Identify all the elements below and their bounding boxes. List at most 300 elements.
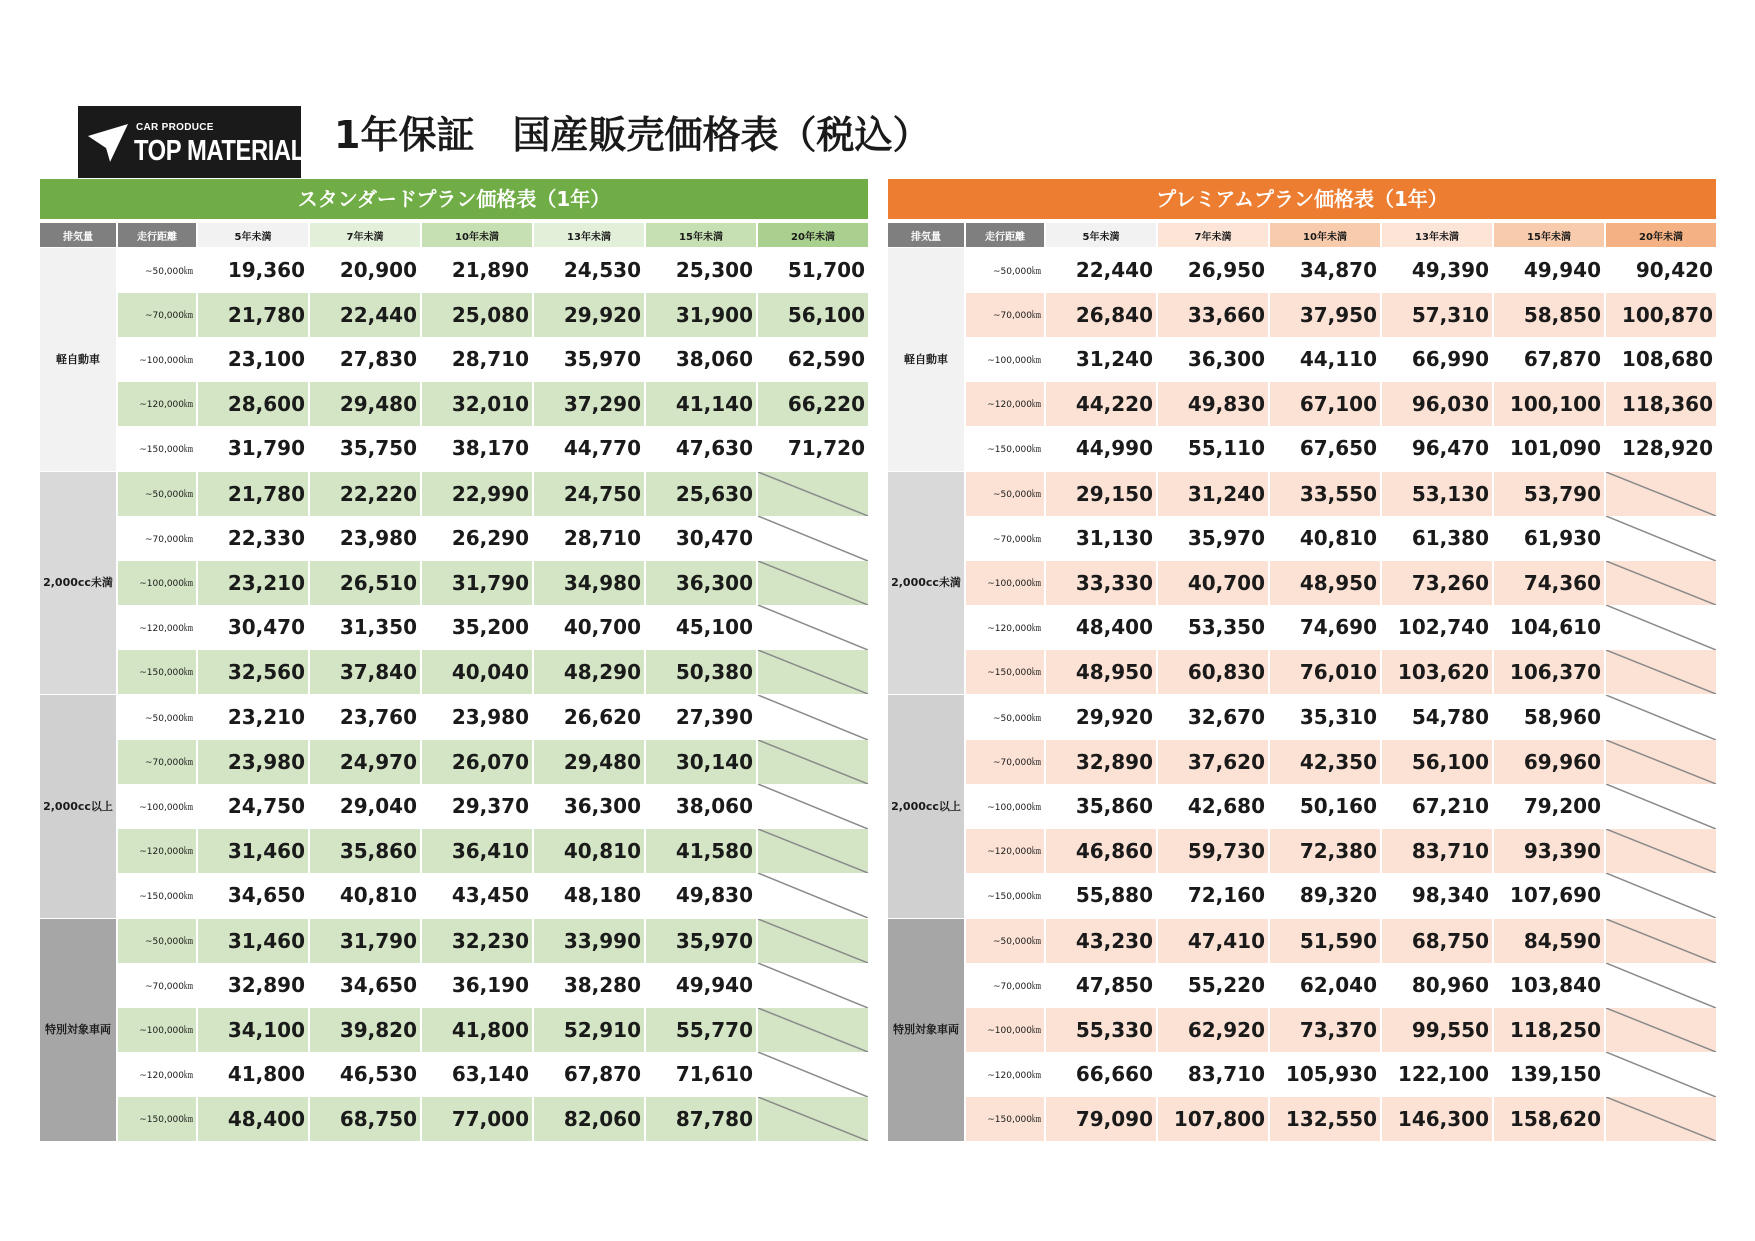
mileage-cell: ~120,000㎞	[118, 1052, 196, 1097]
price-cell: 158,620	[1494, 1097, 1604, 1142]
price-cell: 101,090	[1494, 426, 1604, 471]
price-cell: 34,650	[198, 873, 308, 918]
mileage-cell: ~70,000㎞	[966, 516, 1044, 561]
not-applicable-cell	[758, 963, 868, 1008]
price-cell: 47,850	[1046, 963, 1156, 1008]
table-row	[966, 1097, 1716, 1142]
price-cell: 31,460	[198, 919, 308, 964]
logo-tagline: CAR PRODUCE	[136, 122, 214, 133]
price-cell: 32,890	[198, 963, 308, 1008]
mileage-cell: ~150,000㎞	[966, 426, 1044, 471]
price-cell: 29,920	[1046, 695, 1156, 740]
column-header: 5年未満	[198, 223, 308, 247]
price-cell: 103,840	[1494, 963, 1604, 1008]
mileage-cell: ~150,000㎞	[966, 1097, 1044, 1142]
price-cell: 34,870	[1270, 248, 1380, 293]
mileage-cell: ~70,000㎞	[966, 740, 1044, 785]
mileage-cell: ~120,000㎞	[118, 382, 196, 427]
price-cell: 23,980	[310, 516, 420, 561]
price-cell: 42,680	[1158, 784, 1268, 829]
category-label-line: 特別対象	[45, 1023, 89, 1037]
mileage-cell: ~100,000㎞	[118, 784, 196, 829]
mileage-cell: ~150,000㎞	[966, 650, 1044, 695]
table-row	[966, 561, 1716, 606]
price-cell: 62,040	[1270, 963, 1380, 1008]
price-cell: 33,330	[1046, 561, 1156, 606]
price-cell: 103,620	[1382, 650, 1492, 695]
mileage-cell: ~150,000㎞	[118, 873, 196, 918]
price-cell: 122,100	[1382, 1052, 1492, 1097]
price-cell: 24,530	[534, 248, 644, 293]
mileage-cell: ~100,000㎞	[118, 337, 196, 382]
category-group	[40, 919, 868, 1142]
price-cell: 35,310	[1270, 695, 1380, 740]
price-cell: 57,310	[1382, 293, 1492, 338]
price-cell: 20,900	[310, 248, 420, 293]
price-cell: 51,590	[1270, 919, 1380, 964]
table-row	[966, 695, 1716, 740]
table-row	[966, 873, 1716, 918]
price-cell: 56,100	[758, 293, 868, 338]
price-cell: 30,470	[198, 605, 308, 650]
price-cell: 49,830	[1158, 382, 1268, 427]
price-cell: 72,160	[1158, 873, 1268, 918]
category-label	[888, 695, 964, 918]
column-header: 15年未満	[1494, 223, 1604, 247]
price-cell: 48,950	[1270, 561, 1380, 606]
category-label-line: 車両	[89, 1023, 111, 1037]
price-cell: 28,710	[422, 337, 532, 382]
price-cell: 46,860	[1046, 829, 1156, 874]
price-cell: 55,330	[1046, 1008, 1156, 1053]
not-applicable-cell	[758, 1097, 868, 1142]
price-cell: 71,610	[646, 1052, 756, 1097]
price-cell: 29,040	[310, 784, 420, 829]
price-cell: 29,920	[534, 293, 644, 338]
price-cell: 25,300	[646, 248, 756, 293]
price-cell: 52,910	[534, 1008, 644, 1053]
price-cell: 23,210	[198, 695, 308, 740]
category-label-line: 以上	[90, 799, 113, 813]
table-row	[966, 293, 1716, 338]
category-label	[40, 695, 116, 918]
price-cell: 68,750	[310, 1097, 420, 1142]
category-label-line: 軽自動車	[904, 352, 948, 366]
mileage-cell: ~150,000㎞	[118, 426, 196, 471]
not-applicable-cell	[1606, 1008, 1716, 1053]
price-cell: 76,010	[1270, 650, 1380, 695]
price-cell: 24,750	[534, 472, 644, 517]
table-row	[966, 919, 1716, 964]
category-label	[40, 919, 116, 1142]
column-header: 排気量	[40, 223, 116, 247]
mileage-cell: ~150,000㎞	[118, 650, 196, 695]
price-cell: 49,830	[646, 873, 756, 918]
price-cell: 59,730	[1158, 829, 1268, 874]
price-cell: 36,410	[422, 829, 532, 874]
price-cell: 71,720	[758, 426, 868, 471]
table-row	[966, 426, 1716, 471]
price-cell: 37,290	[534, 382, 644, 427]
column-header: 10年未満	[422, 223, 532, 247]
price-cell: 23,980	[198, 740, 308, 785]
price-cell: 40,040	[422, 650, 532, 695]
price-cell: 49,940	[646, 963, 756, 1008]
table-row	[118, 829, 868, 874]
price-cell: 29,480	[534, 740, 644, 785]
table-row	[966, 740, 1716, 785]
price-cell: 29,480	[310, 382, 420, 427]
header-row	[888, 223, 1716, 247]
price-cell: 23,980	[422, 695, 532, 740]
not-applicable-cell	[758, 1008, 868, 1053]
price-cell: 19,360	[198, 248, 308, 293]
price-cell: 23,760	[310, 695, 420, 740]
price-cell: 24,970	[310, 740, 420, 785]
table-row	[118, 695, 868, 740]
price-cell: 34,650	[310, 963, 420, 1008]
price-cell: 36,300	[646, 561, 756, 606]
mileage-cell: ~70,000㎞	[966, 963, 1044, 1008]
mileage-cell: ~50,000㎞	[966, 472, 1044, 517]
mileage-cell: ~50,000㎞	[118, 472, 196, 517]
price-cell: 98,340	[1382, 873, 1492, 918]
table-row	[966, 650, 1716, 695]
column-header: 10年未満	[1270, 223, 1380, 247]
price-cell: 55,880	[1046, 873, 1156, 918]
category-group	[888, 248, 1716, 471]
price-cell: 35,970	[534, 337, 644, 382]
price-cell: 37,950	[1270, 293, 1380, 338]
price-cell: 60,830	[1158, 650, 1268, 695]
premium-plan-table	[888, 179, 1716, 1141]
price-cell: 34,980	[534, 561, 644, 606]
price-cell: 33,660	[1158, 293, 1268, 338]
price-cell: 107,800	[1158, 1097, 1268, 1142]
mileage-cell: ~100,000㎞	[118, 561, 196, 606]
table-row	[118, 963, 868, 1008]
price-cell: 79,200	[1494, 784, 1604, 829]
table-row	[966, 472, 1716, 517]
category-group	[40, 248, 868, 471]
price-cell: 40,700	[534, 605, 644, 650]
column-header: 13年未満	[534, 223, 644, 247]
price-cell: 89,320	[1270, 873, 1380, 918]
price-cell: 37,620	[1158, 740, 1268, 785]
price-cell: 48,180	[534, 873, 644, 918]
price-cell: 73,370	[1270, 1008, 1380, 1053]
mileage-cell: ~50,000㎞	[966, 919, 1044, 964]
category-label-line: 2,000cc	[891, 576, 939, 590]
price-cell: 26,510	[310, 561, 420, 606]
not-applicable-cell	[758, 740, 868, 785]
table-row	[118, 382, 868, 427]
price-cell: 53,130	[1382, 472, 1492, 517]
price-cell: 132,550	[1270, 1097, 1380, 1142]
price-cell: 35,970	[1158, 516, 1268, 561]
price-cell: 62,920	[1158, 1008, 1268, 1053]
price-cell: 48,400	[198, 1097, 308, 1142]
not-applicable-cell	[758, 784, 868, 829]
price-cell: 35,860	[1046, 784, 1156, 829]
price-cell: 61,380	[1382, 516, 1492, 561]
price-cell: 35,200	[422, 605, 532, 650]
price-cell: 80,960	[1382, 963, 1492, 1008]
price-cell: 26,290	[422, 516, 532, 561]
price-cell: 104,610	[1494, 605, 1604, 650]
price-cell: 32,230	[422, 919, 532, 964]
column-header: 20年未満	[1606, 223, 1716, 247]
group-rows	[966, 248, 1716, 471]
price-cell: 87,780	[646, 1097, 756, 1142]
price-cell: 83,710	[1382, 829, 1492, 874]
price-cell: 40,810	[310, 873, 420, 918]
table-row	[966, 1052, 1716, 1097]
not-applicable-cell	[758, 516, 868, 561]
price-cell: 36,300	[534, 784, 644, 829]
page-title: 1年保証 国産販売価格表（税込）	[334, 113, 931, 157]
price-cell: 38,060	[646, 784, 756, 829]
price-cell: 93,390	[1494, 829, 1604, 874]
group-rows	[966, 919, 1716, 1142]
column-header: 7年未満	[310, 223, 420, 247]
price-cell: 23,210	[198, 561, 308, 606]
logo-arrow-icon	[86, 122, 130, 166]
price-cell: 47,630	[646, 426, 756, 471]
group-rows	[118, 248, 868, 471]
not-applicable-cell	[1606, 605, 1716, 650]
price-cell: 26,950	[1158, 248, 1268, 293]
price-cell: 50,160	[1270, 784, 1380, 829]
price-cell: 31,900	[646, 293, 756, 338]
category-label	[40, 248, 116, 471]
price-cell: 51,700	[758, 248, 868, 293]
price-cell: 139,150	[1494, 1052, 1604, 1097]
mileage-cell: ~50,000㎞	[118, 248, 196, 293]
group-rows	[966, 695, 1716, 918]
price-cell: 66,660	[1046, 1052, 1156, 1097]
not-applicable-cell	[1606, 695, 1716, 740]
mileage-cell: ~70,000㎞	[118, 963, 196, 1008]
price-cell: 31,790	[422, 561, 532, 606]
price-cell: 31,790	[198, 426, 308, 471]
category-label-line: 以上	[938, 799, 961, 813]
price-cell: 73,260	[1382, 561, 1492, 606]
price-cell: 22,330	[198, 516, 308, 561]
not-applicable-cell	[758, 472, 868, 517]
table-row	[118, 1052, 868, 1097]
table-row	[966, 784, 1716, 829]
table-row	[966, 1008, 1716, 1053]
table-row	[118, 472, 868, 517]
price-cell: 31,460	[198, 829, 308, 874]
table-row	[118, 919, 868, 964]
price-cell: 48,290	[534, 650, 644, 695]
category-group	[888, 695, 1716, 918]
price-cell: 62,590	[758, 337, 868, 382]
category-label-line: 2,000cc	[891, 799, 939, 813]
standard-plan-table	[40, 179, 868, 1141]
price-cell: 31,130	[1046, 516, 1156, 561]
price-cell: 46,530	[310, 1052, 420, 1097]
mileage-cell: ~120,000㎞	[966, 829, 1044, 874]
price-cell: 67,650	[1270, 426, 1380, 471]
price-cell: 90,420	[1606, 248, 1716, 293]
category-label	[40, 472, 116, 695]
price-cell: 38,060	[646, 337, 756, 382]
group-rows	[118, 695, 868, 918]
price-cell: 41,800	[198, 1052, 308, 1097]
mileage-cell: ~70,000㎞	[966, 293, 1044, 338]
column-header: 排気量	[888, 223, 964, 247]
mileage-cell: ~70,000㎞	[118, 740, 196, 785]
mileage-cell: ~120,000㎞	[966, 1052, 1044, 1097]
price-cell: 56,100	[1382, 740, 1492, 785]
price-cell: 38,280	[534, 963, 644, 1008]
price-cell: 33,550	[1270, 472, 1380, 517]
mileage-cell: ~50,000㎞	[118, 695, 196, 740]
price-cell: 25,080	[422, 293, 532, 338]
column-header: 5年未満	[1046, 223, 1156, 247]
mileage-cell: ~50,000㎞	[966, 248, 1044, 293]
table-row	[118, 784, 868, 829]
price-cell: 49,390	[1382, 248, 1492, 293]
not-applicable-cell	[1606, 516, 1716, 561]
price-cell: 40,810	[534, 829, 644, 874]
panel-title: プレミアムプラン価格表（1年）	[888, 179, 1716, 219]
not-applicable-cell	[758, 919, 868, 964]
category-group	[888, 919, 1716, 1142]
group-rows	[966, 472, 1716, 695]
table-row	[118, 516, 868, 561]
price-cell: 118,360	[1606, 382, 1716, 427]
table-row	[118, 426, 868, 471]
mileage-cell: ~100,000㎞	[966, 561, 1044, 606]
logo-wordmark: TOP MATERIAL	[134, 135, 305, 167]
mileage-cell: ~70,000㎞	[118, 293, 196, 338]
column-header: 7年未満	[1158, 223, 1268, 247]
category-label	[888, 248, 964, 471]
price-cell: 38,170	[422, 426, 532, 471]
price-cell: 108,680	[1606, 337, 1716, 382]
table-row	[966, 248, 1716, 293]
price-cell: 31,790	[310, 919, 420, 964]
price-cell: 28,710	[534, 516, 644, 561]
category-group	[888, 472, 1716, 695]
price-cell: 96,470	[1382, 426, 1492, 471]
price-cell: 33,990	[534, 919, 644, 964]
price-cell: 32,560	[198, 650, 308, 695]
price-cell: 42,350	[1270, 740, 1380, 785]
price-cell: 39,820	[310, 1008, 420, 1053]
table-row	[118, 337, 868, 382]
price-cell: 54,780	[1382, 695, 1492, 740]
mileage-cell: ~100,000㎞	[118, 1008, 196, 1053]
mileage-cell: ~120,000㎞	[966, 605, 1044, 650]
price-cell: 28,600	[198, 382, 308, 427]
price-cell: 99,550	[1382, 1008, 1492, 1053]
price-cell: 44,220	[1046, 382, 1156, 427]
price-cell: 128,920	[1606, 426, 1716, 471]
price-cell: 67,210	[1382, 784, 1492, 829]
brand-logo	[78, 106, 305, 178]
price-cell: 79,090	[1046, 1097, 1156, 1142]
mileage-cell: ~50,000㎞	[118, 919, 196, 964]
price-cell: 21,780	[198, 472, 308, 517]
price-cell: 55,110	[1158, 426, 1268, 471]
price-cell: 67,870	[1494, 337, 1604, 382]
category-label-line: 2,000cc	[43, 576, 91, 590]
price-cell: 29,370	[422, 784, 532, 829]
price-cell: 146,300	[1382, 1097, 1492, 1142]
table-row	[118, 1097, 868, 1142]
price-cell: 36,300	[1158, 337, 1268, 382]
group-rows	[118, 472, 868, 695]
price-cell: 82,060	[534, 1097, 644, 1142]
price-cell: 30,470	[646, 516, 756, 561]
not-applicable-cell	[1606, 472, 1716, 517]
not-applicable-cell	[758, 695, 868, 740]
price-cell: 31,240	[1158, 472, 1268, 517]
category-label-line: 未満	[90, 576, 113, 590]
price-cell: 40,700	[1158, 561, 1268, 606]
category-label-line: 軽自動車	[56, 352, 100, 366]
mileage-cell: ~120,000㎞	[966, 382, 1044, 427]
category-label-line: 特別対象	[893, 1023, 937, 1037]
price-cell: 107,690	[1494, 873, 1604, 918]
price-cell: 36,190	[422, 963, 532, 1008]
mileage-cell: ~120,000㎞	[118, 829, 196, 874]
not-applicable-cell	[758, 873, 868, 918]
not-applicable-cell	[1606, 1052, 1716, 1097]
price-cell: 63,140	[422, 1052, 532, 1097]
not-applicable-cell	[1606, 650, 1716, 695]
price-cell: 41,580	[646, 829, 756, 874]
column-header: 走行距離	[118, 223, 196, 247]
column-header: 15年未満	[646, 223, 756, 247]
not-applicable-cell	[1606, 1097, 1716, 1142]
not-applicable-cell	[1606, 784, 1716, 829]
price-cell: 77,000	[422, 1097, 532, 1142]
not-applicable-cell	[758, 829, 868, 874]
price-cell: 44,990	[1046, 426, 1156, 471]
price-cell: 55,770	[646, 1008, 756, 1053]
price-cell: 26,840	[1046, 293, 1156, 338]
price-cell: 37,840	[310, 650, 420, 695]
price-cell: 25,630	[646, 472, 756, 517]
price-cell: 58,960	[1494, 695, 1604, 740]
price-cell: 66,990	[1382, 337, 1492, 382]
price-cell: 27,390	[646, 695, 756, 740]
table-row	[966, 516, 1716, 561]
table-row	[118, 248, 868, 293]
category-group	[40, 472, 868, 695]
price-cell: 32,010	[422, 382, 532, 427]
mileage-cell: ~100,000㎞	[966, 337, 1044, 382]
price-cell: 61,930	[1494, 516, 1604, 561]
not-applicable-cell	[758, 650, 868, 695]
category-label	[888, 919, 964, 1142]
mileage-cell: ~50,000㎞	[966, 695, 1044, 740]
table-row	[966, 382, 1716, 427]
price-cell: 34,100	[198, 1008, 308, 1053]
price-cell: 68,750	[1382, 919, 1492, 964]
price-cell: 43,450	[422, 873, 532, 918]
not-applicable-cell	[1606, 919, 1716, 964]
price-cell: 21,780	[198, 293, 308, 338]
price-cell: 45,100	[646, 605, 756, 650]
price-cell: 66,220	[758, 382, 868, 427]
